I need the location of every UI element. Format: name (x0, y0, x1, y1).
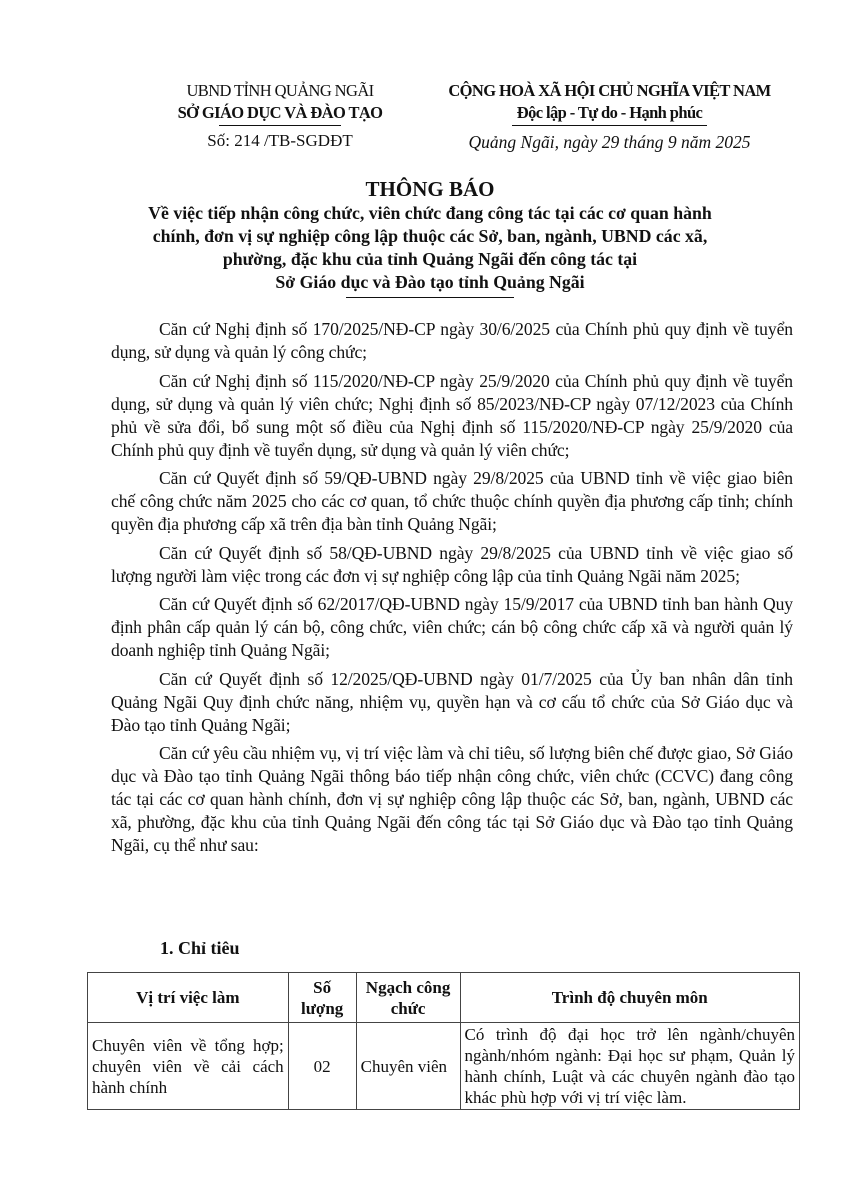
document-title: THÔNG BÁO (365, 177, 495, 201)
legal-basis-paragraph: Căn cứ Quyết định số 58/QĐ-UBND ngày 29/8/2025 của UBND tỉnh về việc giao số lượng người làm việc trong các đơn vị sự nghiệp công lập của tỉnh Quảng Ngãi năm 2025; (111, 542, 793, 586)
document-body (111, 318, 793, 863)
country-name: CỘNG HOÀ XÃ HỘI CHỦ NGHĨA VIỆT NAM (448, 81, 771, 100)
document-number-suffix: /TB-SGDĐT (263, 131, 353, 151)
cell-position: Chuyên viên về tổng hợp; chuyên viên về cải cách hành chính (88, 1023, 289, 1110)
document-number-value: 214 (234, 131, 260, 151)
national-motto-block (432, 80, 787, 153)
column-header-position: Vị trí việc làm (88, 973, 289, 1023)
department-name: SỞ GIÁO DỤC VÀ ĐÀO TẠO (177, 103, 383, 122)
table-row (88, 1023, 800, 1110)
cell-rank: Chuyên viên (356, 1023, 460, 1110)
title-subject-line: phường, đặc khu của tỉnh Quảng Ngãi đến công tác tại (222, 249, 638, 269)
document-number (130, 130, 430, 152)
title-underline (346, 297, 514, 298)
department-underline (219, 125, 341, 126)
quota-table (87, 972, 800, 1110)
title-subject-line: chính, đơn vị sự nghiệp công lập thuộc các Sở, ban, ngành, UBND các xã, (152, 226, 708, 246)
motto-underline (512, 125, 707, 126)
announcement-paragraph: Căn cứ yêu cầu nhiệm vụ, vị trí việc làm và chỉ tiêu, số lượng biên chế được giao, Sở Giáo dục và Đào tạo tỉnh Quảng Ngãi thông báo tiếp nhận công chức, viên chức (CCVC) đang công tác tại các cơ quan hành chính, đơn vị sự nghiệp công lập thuộc các Sở, ban, ngành, UBND các xã, phường, đặc khu của tỉnh Quảng Ngãi đến công tác tại Sở Giáo dục và Đào tạo tỉnh Quảng Ngãi, cụ thể như sau: (111, 743, 793, 855)
issuing-agency-block (130, 80, 430, 152)
legal-basis-paragraph: Căn cứ Nghị định số 170/2025/NĐ-CP ngày 30/6/2025 của Chính phủ quy định về tuyển dụng, sử dụng và quản lý công chức; (111, 319, 793, 362)
province-committee-name: UBND TỈNH QUẢNG NGÃI (186, 81, 374, 100)
legal-basis-paragraph: Căn cứ Quyết định số 62/2017/QĐ-UBND ngày 15/9/2017 của UBND tỉnh ban hành Quy định phân cấp quản lý cán bộ, công chức, viên chức; cán bộ công chức cấp xã và người quản lý doanh nghiệp tỉnh Quảng Ngãi; (111, 594, 793, 660)
title-subject-line: Về việc tiếp nhận công chức, viên chức đang công tác tại các cơ quan hành (148, 203, 712, 223)
column-header-rank: Ngạch công chức (356, 973, 460, 1023)
page-bottom-margin (0, 1110, 848, 1200)
issue-date: Quảng Ngãi, ngày 29 tháng 9 năm 2025 (468, 132, 751, 153)
document-number-label: Số: (207, 131, 230, 151)
cell-qualification: Có trình độ đại học trở lên ngành/chuyên ngành/nhóm ngành: Đại học sư phạm, Quản lý hành chính, Luật và các chuyên ngành đào tạo khác phù hợp với vị trí việc làm. (460, 1023, 799, 1110)
legal-basis-paragraph: Căn cứ Quyết định số 12/2025/QĐ-UBND ngày 01/7/2025 của Ủy ban nhân dân tỉnh Quảng Ngãi Quy định chức năng, nhiệm vụ, quyền hạn và cơ cấu tổ chức của Sở Giáo dục và Đào tạo tỉnh Quảng Ngãi; (111, 668, 793, 735)
title-subject-line: Sở Giáo dục và Đào tạo tỉnh Quảng Ngãi (275, 272, 585, 292)
cell-quantity: 02 (288, 1023, 356, 1110)
legal-basis-paragraph: Căn cứ Quyết định số 59/QĐ-UBND ngày 29/8/2025 của UBND tỉnh về việc giao biên chế công chức năm 2025 cho các cơ quan, tổ chức thuộc chính quyền địa phương cấp tỉnh; chính quyền địa phương cấp xã trên địa bàn tỉnh Quảng Ngãi; (111, 468, 793, 534)
column-header-qualification: Trình độ chuyên môn (460, 973, 799, 1023)
section-heading-quota: 1. Chỉ tiêu (160, 938, 240, 958)
national-motto: Độc lập - Tự do - Hạnh phúc (516, 103, 703, 122)
table-header-row (88, 973, 800, 1023)
legal-basis-paragraph: Căn cứ Nghị định số 115/2020/NĐ-CP ngày 25/9/2020 của Chính phủ quy định về tuyển dụng, sử dụng và quản lý viên chức; Nghị định số 85/2023/NĐ-CP ngày 07/12/2023 của Chính phủ về sửa đổi, bổ sung một số điều của Nghị định số 115/2020/NĐ-CP ngày 25/9/2020 của Chính phủ quy định về tuyển dụng, sử dụng và quản lý viên chức; (111, 370, 793, 460)
document-title-block (80, 176, 780, 298)
column-header-quantity: Số lượng (288, 973, 356, 1023)
